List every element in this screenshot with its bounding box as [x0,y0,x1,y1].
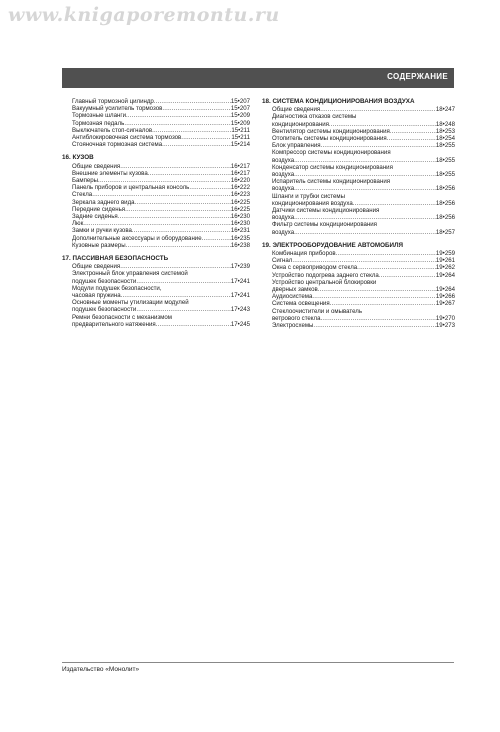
toc-entry[interactable] [262,308,455,322]
entry-title: воздуха [272,214,295,222]
toc-entry[interactable] [62,242,250,249]
dot-leader [125,206,231,213]
entry-title: Окна с сервоприводом стекла [272,264,358,272]
dot-leader [120,163,231,170]
dot-leader [162,141,231,148]
dot-leader [294,229,436,236]
toc-entry[interactable] [62,285,250,299]
page-number: 17•241 [230,292,250,300]
page-number: 15•207 [230,98,250,105]
page-number: 16•217 [230,169,250,177]
entry-title: дверных замков [272,286,318,294]
entry-title: предварительного натяжения [72,320,156,328]
dot-leader [329,121,436,128]
dot-leader [294,157,436,164]
entry-title-line: Стеклоочистители и омыватель [272,307,363,315]
entry-title: воздуха [272,156,295,164]
dot-leader [121,292,231,299]
toc-entry[interactable] [262,193,455,207]
entry-title: Задние сиденья [72,213,118,221]
entry-title-line: Ремни безопасности с механизмом [72,313,172,321]
entry-title: Тормозная педаль [72,119,125,127]
dot-leader [353,200,436,207]
entry-title: подушек безопасности [72,277,137,285]
page-number: 16•222 [230,184,250,192]
entry-title-line: Конденсатор системы кондиционирования [272,163,393,171]
publisher-label: Издательство «Монолит» [62,666,140,673]
entry-title: Кузовные размеры [72,241,126,249]
entry-title: Система освещения [272,300,330,308]
page-number: 17•245 [230,320,250,328]
toc-entry[interactable] [62,105,250,112]
dot-leader [152,127,231,134]
page-number: 18•256 [435,199,455,207]
dot-leader [136,306,231,313]
watermark: www.knigaporemontu.ru [8,4,280,26]
toc-entry[interactable] [62,120,250,127]
toc-entry[interactable] [62,227,250,234]
page-number: 15•211 [231,126,250,134]
entry-title: воздуха [272,228,295,236]
dot-leader [135,199,231,206]
toc-section [62,154,250,249]
entry-title-line: Диагностика отказов системы [272,113,357,121]
dot-leader [154,98,231,105]
dot-leader [312,293,436,300]
toc-entry[interactable] [262,106,455,113]
dot-leader [294,214,436,221]
section-heading: 18. СИСТЕМА КОНДИЦИОНИРОВАНИЯ ВОЗДУХА [262,98,415,105]
page-number: 16•223 [230,191,250,199]
page-number: 16•217 [230,162,250,170]
page-number: 15•209 [230,119,250,127]
toc-entry[interactable] [262,322,455,329]
toc-entry[interactable] [262,257,455,264]
entry-title: Устройство подогрева заднего стекла [272,271,379,279]
toc-section [262,242,455,329]
page-title: СОДЕРЖАНИЕ [387,72,448,81]
page-number: 16•220 [230,177,250,185]
toc-entry[interactable] [262,178,455,192]
toc-entry[interactable] [262,164,455,178]
page-number: 15•211 [231,134,250,142]
page-number: 18•255 [435,156,455,164]
dot-leader [294,171,436,178]
entry-title-line: Электронный блок управления системой [72,270,188,278]
footer-divider [62,662,454,663]
entry-title-line: Датчики системы кондиционирования [272,207,380,215]
entry-title: Антиблокировочная система тормозов [72,134,182,142]
page-number: 15•207 [230,105,250,113]
toc-entry[interactable] [62,163,250,170]
dot-leader [148,170,231,177]
dot-leader [136,278,231,285]
entry-title: Аудиосистема [272,293,313,301]
entry-title-line: Устройство центральной блокировки [272,278,377,286]
page-number: 17•241 [230,277,250,285]
toc-entry[interactable] [62,127,250,134]
dot-leader [92,191,231,198]
entry-title: часовая пружина [72,292,121,300]
toc-section [62,255,250,328]
dot-leader [357,264,436,271]
toc-entry[interactable] [62,184,250,191]
dot-leader [98,177,231,184]
page-number: 19•273 [435,322,455,330]
toc-section [62,98,250,148]
toc-entry[interactable] [262,135,455,142]
dot-leader [189,184,231,191]
dot-leader [320,106,436,113]
page-number: 19•261 [435,257,455,265]
dot-leader [124,120,231,127]
entry-title-line: Модули подушек безопасности, [72,284,162,292]
dot-leader [330,300,436,307]
entry-title: воздуха [272,171,295,179]
toc-entry[interactable] [62,263,250,270]
page-number: 16•235 [230,234,250,242]
dot-leader [126,242,231,249]
entry-title: Люк [72,220,84,228]
entry-title: Зеркала заднего вида [72,198,135,206]
toc-entry[interactable] [262,264,455,271]
entry-title: Бамперы [72,177,99,185]
toc-entry[interactable] [62,191,250,198]
page-number: 19•267 [435,300,455,308]
entry-title-line: Испаритель системы кондиционирования [272,178,391,186]
dot-leader [318,286,436,293]
left-column [62,98,250,334]
toc-entry[interactable] [62,170,250,177]
entry-title: Стояночная тормозная система [72,141,163,149]
section-heading: 17. ПАССИВНАЯ БЕЗОПАСНОСТЬ [62,255,169,263]
dot-leader [181,134,231,141]
page-number: 19•264 [435,271,455,279]
entry-title: Панель приборов и центральная консоль [72,184,190,192]
page-number: 18•256 [435,185,455,193]
entry-title-line: Основные моменты утилизации модулей [72,299,189,307]
page-number: 15•209 [230,112,250,120]
page-number: 19•264 [435,286,455,294]
entry-title: Электросхемы [272,322,314,330]
page-number: 18•256 [435,214,455,222]
entry-title: Комбинация приборов [272,250,336,258]
dot-leader [83,220,231,227]
page-number: 19•259 [435,250,455,258]
toc-entry[interactable] [262,207,455,221]
page-number: 17•239 [230,263,250,271]
toc-entry[interactable] [62,270,250,284]
toc-entry[interactable] [262,272,455,279]
toc-entry[interactable] [62,134,250,141]
page-number: 18•254 [435,135,455,143]
dot-leader [118,213,231,220]
entry-title: Выключатель стоп-сигналов [72,126,153,134]
entry-title-line: Фильтр системы кондиционирования [272,221,377,229]
dot-leader [321,315,436,322]
page-number: 19•266 [435,293,455,301]
dot-leader [387,135,436,142]
toc-entry[interactable] [262,221,455,235]
toc-entry[interactable] [62,98,250,105]
toc-entry[interactable] [62,206,250,213]
dot-leader [120,263,231,270]
dot-leader [321,142,436,149]
page-number: 16•231 [230,227,250,235]
entry-title: ветрового стекла [272,314,321,322]
toc-entry[interactable] [262,279,455,293]
entry-title: подушек безопасности [72,306,137,314]
right-column [262,98,455,335]
toc-entry[interactable] [62,141,250,148]
toc-entry[interactable] [62,314,250,328]
page-number: 19•262 [435,264,455,272]
toc-entry[interactable] [62,177,250,184]
entry-title: Вентилятор системы кондиционирования [272,127,390,135]
toc-entry[interactable] [262,128,455,135]
dot-leader [390,128,436,135]
toc-entry[interactable] [262,149,455,163]
dot-leader [126,112,231,119]
entry-title: Отопитель системы кондиционирования [272,135,387,143]
toc-section [262,98,455,236]
toc-entry[interactable] [262,300,455,307]
dot-leader [162,105,231,112]
page-number: 16•238 [230,241,250,249]
dot-leader [292,257,436,264]
page-number: 15•214 [230,141,250,149]
entry-title: Стекла [72,191,93,199]
page-number: 18•255 [435,142,455,150]
page-number: 16•230 [230,220,250,228]
entry-title: Дополнительные аксессуары и оборудование [72,234,202,242]
entry-title: Блок управления [272,142,321,150]
entry-title: Главный тормозной цилиндр [72,98,154,105]
entry-title: Общие сведения [272,106,321,114]
page-number: 18•255 [435,171,455,179]
toc-entry[interactable] [262,250,455,257]
dot-leader [156,321,231,328]
toc-entry[interactable] [62,235,250,242]
dot-leader [336,250,436,257]
entry-title-line: Шланги и трубки системы [272,192,345,200]
page-number: 16•230 [230,213,250,221]
toc-entry[interactable] [62,299,250,313]
toc-entry[interactable] [262,113,455,127]
toc-entry[interactable] [262,142,455,149]
dot-leader [294,185,436,192]
dot-leader [313,322,435,329]
header-bar [62,68,454,88]
page-number: 18•247 [435,106,455,114]
entry-title: Сигнал [272,257,293,265]
page-number: 18•257 [435,228,455,236]
entry-title: кондиционирования [272,120,329,128]
page-number: 18•248 [435,120,455,128]
toc-entry[interactable] [62,220,250,227]
entry-title: Замки и ручки кузова [72,227,132,235]
entry-title: Внешние элементы кузова [72,169,148,177]
dot-leader [132,227,231,234]
toc-entry[interactable] [262,293,455,300]
toc-entry[interactable] [62,213,250,220]
entry-title-line: Компрессор системы кондиционирования [272,149,391,157]
dot-leader [202,235,231,242]
toc-entry[interactable] [62,199,250,206]
page-number: 19•270 [435,314,455,322]
entry-title: Тормозные шланги [72,112,126,120]
dot-leader [379,272,436,279]
section-heading: 16. КУЗОВ [62,154,94,162]
page-number: 18•253 [435,127,455,135]
entry-title: Общие сведения [72,162,121,170]
entry-title: воздуха [272,185,295,193]
page-number: 17•243 [230,306,250,314]
toc-entry[interactable] [62,112,250,119]
entry-title: Вакуумный усилитель тормозов [72,105,163,113]
section-heading: 19. ЭЛЕКТРООБОРУДОВАНИЕ АВТОМОБИЛЯ [262,241,404,249]
entry-title: Общие сведения [72,263,121,271]
entry-title: Передние сиденья [72,205,126,213]
page-number: 16•225 [230,198,250,206]
entry-title: кондиционирования воздуха [272,199,353,207]
page-number: 16•225 [230,205,250,213]
